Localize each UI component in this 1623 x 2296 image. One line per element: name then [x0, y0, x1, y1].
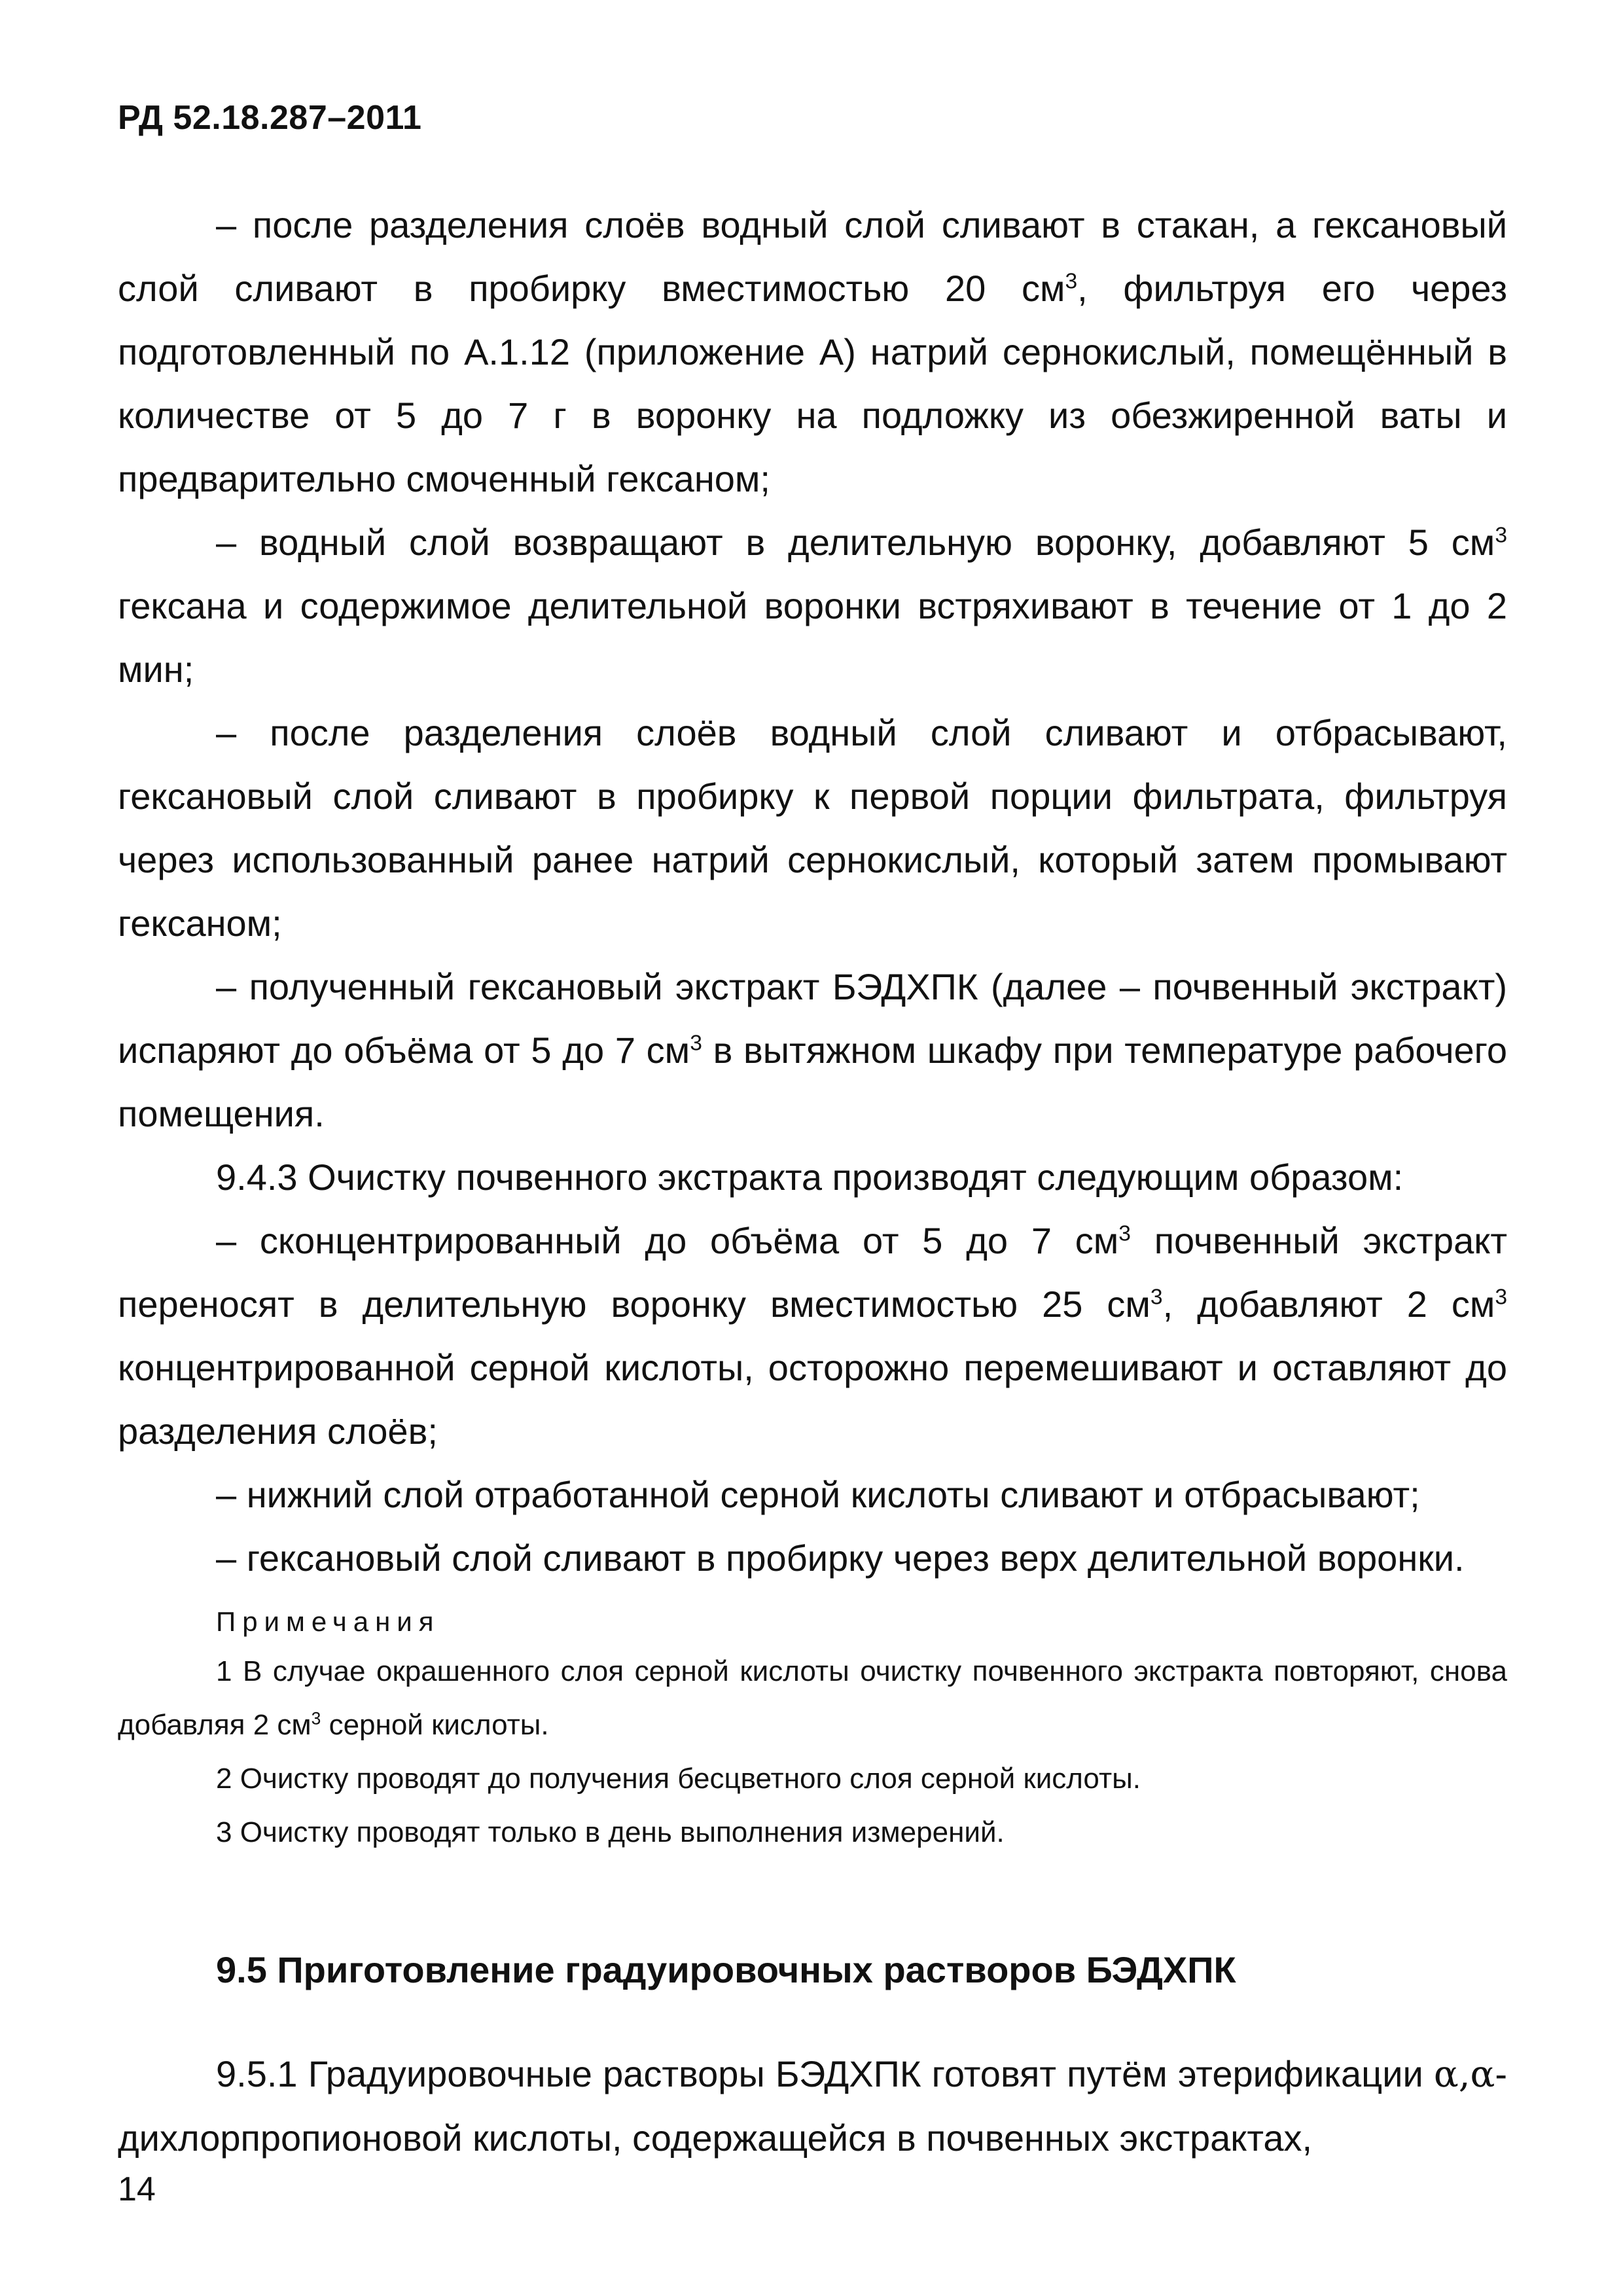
note-3: 3 Очистку проводят только в день выполнения измерений.: [216, 1816, 1005, 1848]
paragraph-lower-layer: – нижний слой отработанной серной кислоты сливают и отбрасывают;: [216, 1474, 1420, 1515]
paragraph-9-5-1: 9.5.1 Градуировочные растворы БЭДХПК готовят путём этерификации α,α-дихлорпропионовой кислоты, содержащейся в почвенных экстрактах,: [118, 2053, 1507, 2159]
paragraph-aqueous-layer-return: – водный слой возвращают в делительную воронку, добавляют 5 $см^3$ гексана и содержимое делительной воронки встряхивают в течение от 1 до 2 мин;: [118, 522, 1507, 690]
notes-title: Примечания: [216, 1606, 440, 1637]
note-2: 2 Очистку проводят до получения бесцветного слоя серной кислоты.: [216, 1763, 1141, 1795]
paragraph-hexane-layer-1: – после разделения слоёв водный слой сливают в стакан, а гексановый слой сливают в пробирку вместимостью 20 $см^3$, фильтруя его через подготовленный по А.1.12 (приложение А) натрий сернокислый, помещённый в количестве от 5 до 7 г в воронку на подложку из обезжиренной ваты и предварительно смоченный гексаном;: [118, 204, 1507, 499]
document-header: РД 52.18.287–2011: [118, 99, 422, 137]
alpha-alpha-symbol: α,α: [1433, 2053, 1495, 2096]
paragraph-hexane-layer-3: – гексановый слой сливают в пробирку через верх делительной воронки.: [216, 1537, 1465, 1579]
document-body: [118, 193, 1507, 2170]
paragraph-9-4-3: 9.4.3 Очистку почвенного экстракта производят следующим образом:: [216, 1157, 1404, 1198]
note-1: 1 В случае окрашенного слоя серной кислоты очистку почвенного экстракта повторяют, снова добавляя 2 $см^3$ серной кислоты.: [118, 1655, 1507, 1741]
section-title-9-5: 9.5 Приготовление градуировочных растворов БЭДХПК: [216, 1949, 1236, 1990]
paragraph-hexane-layer-2: – после разделения слоёв водный слой сливают и отбрасывают, гексановый слой сливают в пробирку к первой порции фильтрата, фильтруя через использованный ранее натрий сернокислый, который затем промывают гексаном;: [118, 712, 1507, 944]
paragraph-concentrated-extract: – сконцентрированный до объёма от 5 до 7 $см^3$ почвенный экстракт переносят в делительную воронку вместимостью 25 $см^3$, добавляют 2 $см^3$ концентрированной серной кислоты, осторожно перемешивают и оставляют до разделения слоёв;: [118, 1220, 1508, 1452]
page-number: 14: [118, 2170, 156, 2208]
paragraph-extract-evaporation: – полученный гексановый экстракт БЭДХПК (далее – почвенный экстракт) испаряют до объёма от 5 до 7 $см^3$ в вытяжном шкафу при температуре рабочего помещения.: [118, 966, 1508, 1134]
